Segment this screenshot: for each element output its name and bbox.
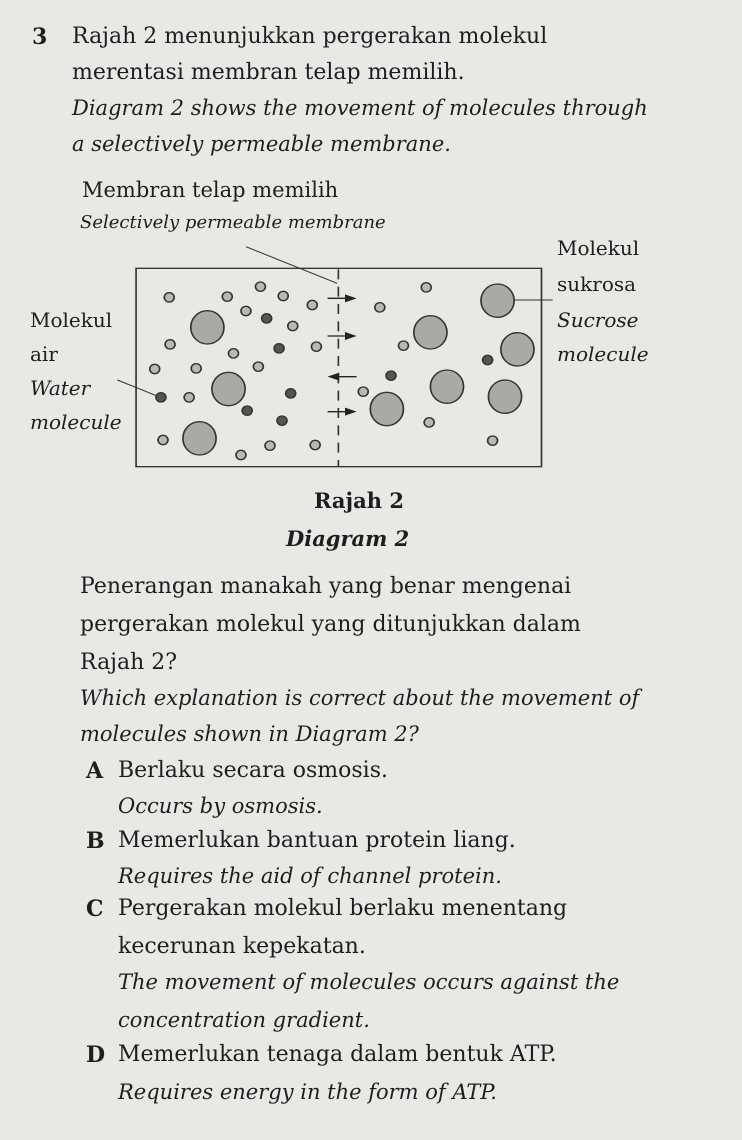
water-molecule	[150, 364, 160, 373]
membrane-label-english: Selectively permeable membrane	[80, 212, 386, 233]
option-c-malay[interactable]: kecerunan kepekatan.	[118, 934, 366, 959]
water-molecule	[288, 321, 298, 330]
water-molecule	[424, 418, 434, 427]
water-molecule	[158, 435, 168, 444]
water-label-1: Molekul	[30, 308, 113, 332]
sucrose-label-1: Molekul	[557, 236, 640, 260]
caption-english: Diagram 2	[286, 526, 410, 551]
sucrose-molecule	[212, 372, 245, 405]
water-molecule	[398, 341, 408, 350]
water-molecule	[236, 450, 246, 459]
water-label-4: molecule	[30, 410, 122, 434]
sucrose-label-3: Sucrose	[557, 308, 639, 332]
option-a-english[interactable]: Occurs by osmosis.	[118, 794, 323, 818]
option-d-malay[interactable]: Memerlukan tenaga dalam bentuk ATP.	[118, 1042, 557, 1067]
water-molecule	[262, 314, 272, 323]
sucrose-molecule	[430, 370, 463, 403]
water-molecule	[222, 292, 232, 301]
sucrose-molecule	[481, 284, 514, 317]
water-molecule	[241, 306, 251, 315]
water-molecule	[253, 362, 263, 371]
water-molecule	[274, 344, 284, 353]
arrow-right-icon	[345, 332, 357, 340]
water-molecule	[311, 342, 321, 351]
sucrose-label-2: sukrosa	[557, 272, 637, 296]
water-molecule	[375, 303, 385, 312]
movement-arrows	[328, 294, 357, 415]
water-molecule	[421, 283, 431, 292]
option-d-english[interactable]: Requires energy in the form of ATP.	[118, 1080, 497, 1104]
water-molecule	[165, 340, 175, 349]
question-number: 3	[32, 24, 48, 50]
water-molecule	[277, 416, 287, 425]
option-b-malay[interactable]: Memerlukan bantuan protein liang.	[118, 828, 516, 853]
sucrose-molecule	[191, 311, 224, 344]
water-molecule	[156, 393, 166, 402]
sucrose-label-4: molecule	[557, 342, 649, 366]
sucrose-molecule	[501, 333, 534, 366]
option-c-letter[interactable]: C	[86, 896, 104, 922]
membrane-label-malay: Membran telap memilih	[82, 178, 339, 202]
water-molecule	[307, 300, 317, 309]
water-label-2: air	[30, 342, 58, 366]
water-molecule	[286, 389, 296, 398]
water-molecule	[191, 364, 201, 373]
water-molecule	[386, 371, 396, 380]
water-molecule	[184, 393, 194, 402]
option-b-letter[interactable]: B	[86, 828, 105, 854]
arrow-left-icon	[328, 373, 340, 381]
prompt-malay-line-1: Penerangan manakah yang benar mengenai	[80, 574, 572, 599]
water-molecule	[229, 349, 239, 358]
prompt-english-line-2: molecules shown in Diagram 2?	[80, 722, 419, 746]
water-molecule	[242, 406, 252, 415]
sucrose-molecule	[370, 392, 403, 425]
arrow-right-icon	[345, 408, 357, 416]
water-molecule	[164, 293, 174, 302]
water-label-3: Water	[30, 376, 91, 400]
water-molecule	[278, 291, 288, 300]
water-molecule	[265, 441, 275, 450]
water-molecule	[310, 440, 320, 449]
option-a-letter[interactable]: A	[86, 758, 104, 784]
question-malay-line-2: merentasi membran telap memilih.	[72, 60, 465, 85]
prompt-malay-line-2: pergerakan molekul yang ditunjukkan dalam	[80, 612, 581, 637]
membrane-pointer	[246, 247, 337, 284]
option-c-english[interactable]: concentration gradient.	[118, 1008, 370, 1032]
question-malay-line-1: Rajah 2 menunjukkan pergerakan molekul	[72, 24, 548, 49]
water-pointer	[117, 380, 158, 397]
option-c-malay[interactable]: Pergerakan molekul berlaku menentang	[118, 896, 568, 921]
water-molecule	[358, 387, 368, 396]
caption-malay: Rajah 2	[314, 488, 404, 513]
option-b-english[interactable]: Requires the aid of channel protein.	[118, 864, 502, 888]
water-molecule	[483, 355, 493, 364]
prompt-malay-line-3: Rajah 2?	[80, 650, 178, 675]
option-d-letter[interactable]: D	[86, 1042, 106, 1068]
sucrose-molecule	[488, 380, 521, 413]
arrow-right-icon	[345, 294, 357, 302]
membrane-diagram	[20, 200, 670, 480]
molecules	[150, 282, 534, 460]
option-c-english[interactable]: The movement of molecules occurs against the	[118, 970, 620, 994]
water-molecule	[488, 436, 498, 445]
sucrose-molecule	[414, 316, 447, 349]
option-a-malay[interactable]: Berlaku secara osmosis.	[118, 758, 388, 783]
water-molecule	[255, 282, 265, 291]
sucrose-molecule	[183, 422, 216, 455]
question-english-line-2: a selectively permeable membrane.	[72, 132, 451, 156]
prompt-english-line-1: Which explanation is correct about the movement of	[80, 686, 640, 710]
question-english-line-1: Diagram 2 shows the movement of molecules through	[72, 96, 648, 120]
